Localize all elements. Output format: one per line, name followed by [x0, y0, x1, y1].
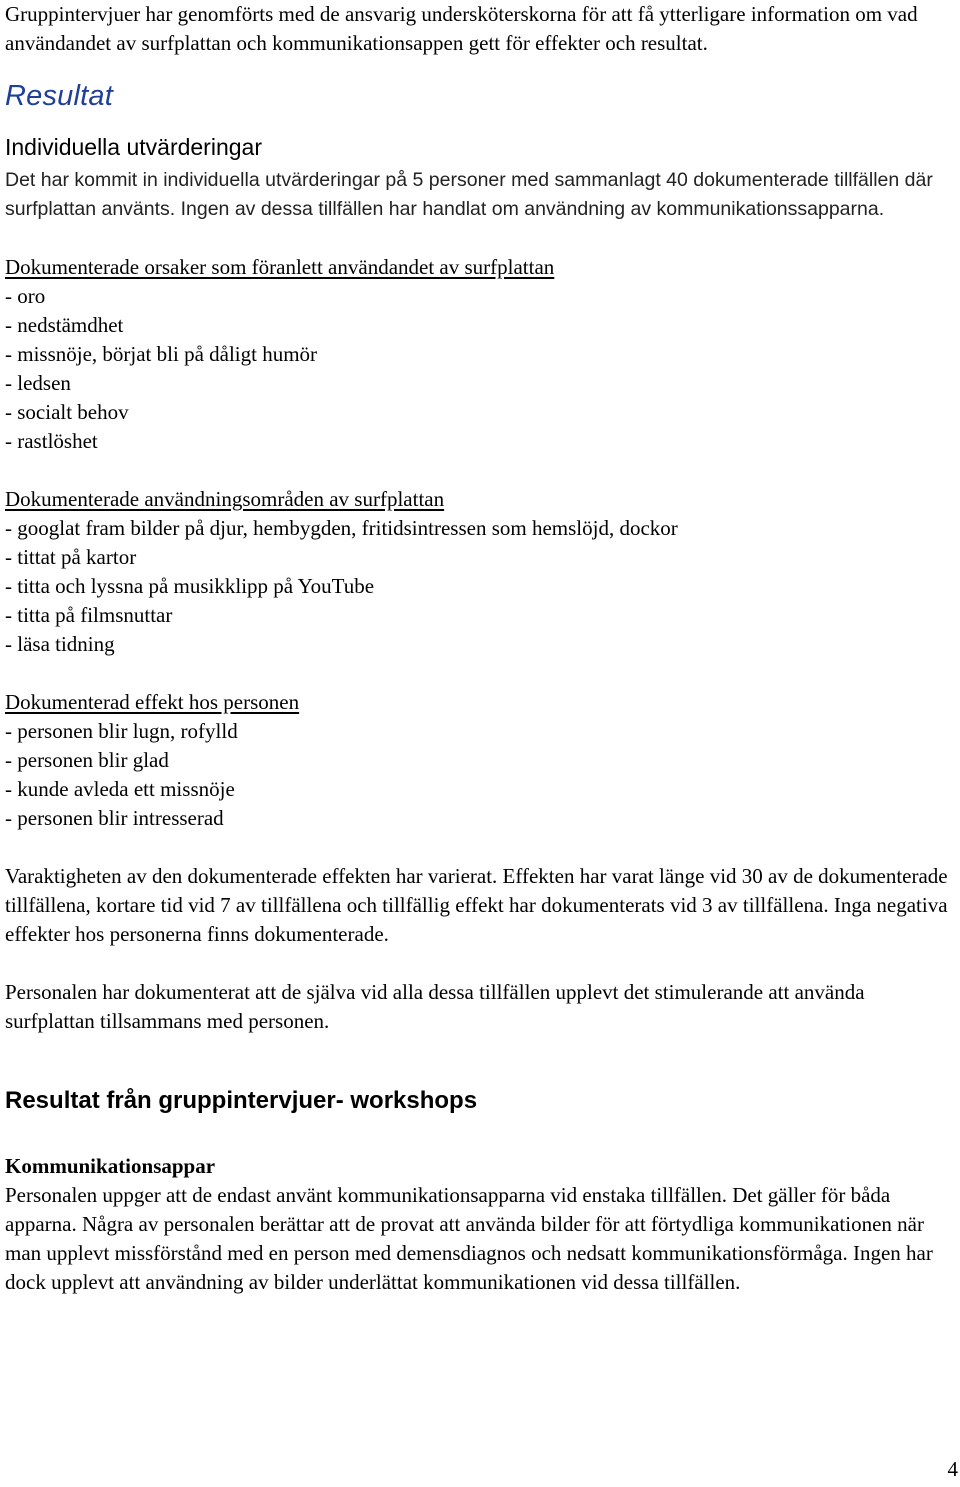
- communication-apps-paragraph: Personalen uppger att de endast använt kommunikationsapparna vid enstaka tillfällen. Det gäller för båda apparna. Några av personalen berättar att de provat att använda bilder för att förtydliga kommunikationen när man upplevt missförstånd med en person med demensdiagnos och nedsatt kommunikationsförmåga. Ingen har dock upplevt att användning av bilder underlättat kommunikationen vid dessa tillfällen.: [5, 1183, 933, 1294]
- list-item: - läsa tidning: [5, 632, 115, 656]
- evaluations-summary: Det har kommit in individuella utvärderingar på 5 personer med sammanlagt 40 dokumenterade tillfällen där surfplattan använts. Ingen av dessa tillfällen har handlat om användning av kommunikationssapparna.: [5, 169, 933, 220]
- intro-paragraph: Gruppintervjuer har genomförts med de ansvarig undersköterskorna för att få ytterligare information om vad användandet av surfplattan och kommunikationsappen gett för effekter och resultat.: [5, 2, 918, 55]
- list-item: - rastlöshet: [5, 429, 98, 453]
- effects-title: Dokumenterad effekt hos personen: [5, 690, 300, 714]
- usage-title: Dokumenterade användningsområden av surfplattan: [5, 487, 445, 511]
- causes-list: [5, 282, 955, 456]
- list-item: - socialt behov: [5, 400, 129, 424]
- list-item: - personen blir lugn, rofylld: [5, 719, 238, 743]
- group-results-heading: Resultat från gruppintervjuer- workshops: [5, 1087, 478, 1114]
- list-item: - oro: [5, 284, 46, 308]
- list-item: - tittat på kartor: [5, 545, 137, 569]
- usage-section: [5, 485, 955, 659]
- duration-paragraph: Varaktigheten av den dokumenterade effekten har varierat. Effekten har varat länge vid 30 av de dokumenterade tillfällena, kortare tid vid 7 av tillfällena och tillfällig effekt har dokumenterats vid 3 av tillfällena. Inga negativa effekter hos personerna finns dokumenterade.: [5, 864, 948, 946]
- staff-paragraph: Personalen har dokumenterat att de själva vid alla dessa tillfällen upplevt det stimulerande att använda surfplattan tillsammans med personen.: [5, 980, 865, 1033]
- individual-evaluations-heading: Individuella utvärderingar: [5, 134, 262, 160]
- causes-title: Dokumenterade orsaker som föranlett användandet av surfplattan: [5, 255, 555, 279]
- list-item: - titta och lyssna på musikklipp på YouTube: [5, 574, 375, 598]
- causes-section: [5, 253, 955, 456]
- communication-apps-heading: Kommunikationsappar: [5, 1154, 216, 1178]
- list-item: - personen blir glad: [5, 748, 169, 772]
- list-item: - ledsen: [5, 371, 71, 395]
- usage-list: [5, 514, 955, 659]
- effects-section: [5, 688, 955, 833]
- list-item: - kunde avleda ett missnöje: [5, 777, 235, 801]
- list-item: - personen blir intresserad: [5, 806, 224, 830]
- results-heading: Resultat: [5, 80, 113, 112]
- list-item: - nedstämdhet: [5, 313, 124, 337]
- list-item: - titta på filmsnuttar: [5, 603, 173, 627]
- page-number: 4: [947, 1457, 958, 1481]
- list-item: - missnöje, börjat bli på dåligt humör: [5, 342, 318, 366]
- effects-list: [5, 717, 955, 833]
- list-item: - googlat fram bilder på djur, hembygden, fritidsintressen som hemslöjd, dockor: [5, 516, 678, 540]
- document-page: [5, 0, 955, 1297]
